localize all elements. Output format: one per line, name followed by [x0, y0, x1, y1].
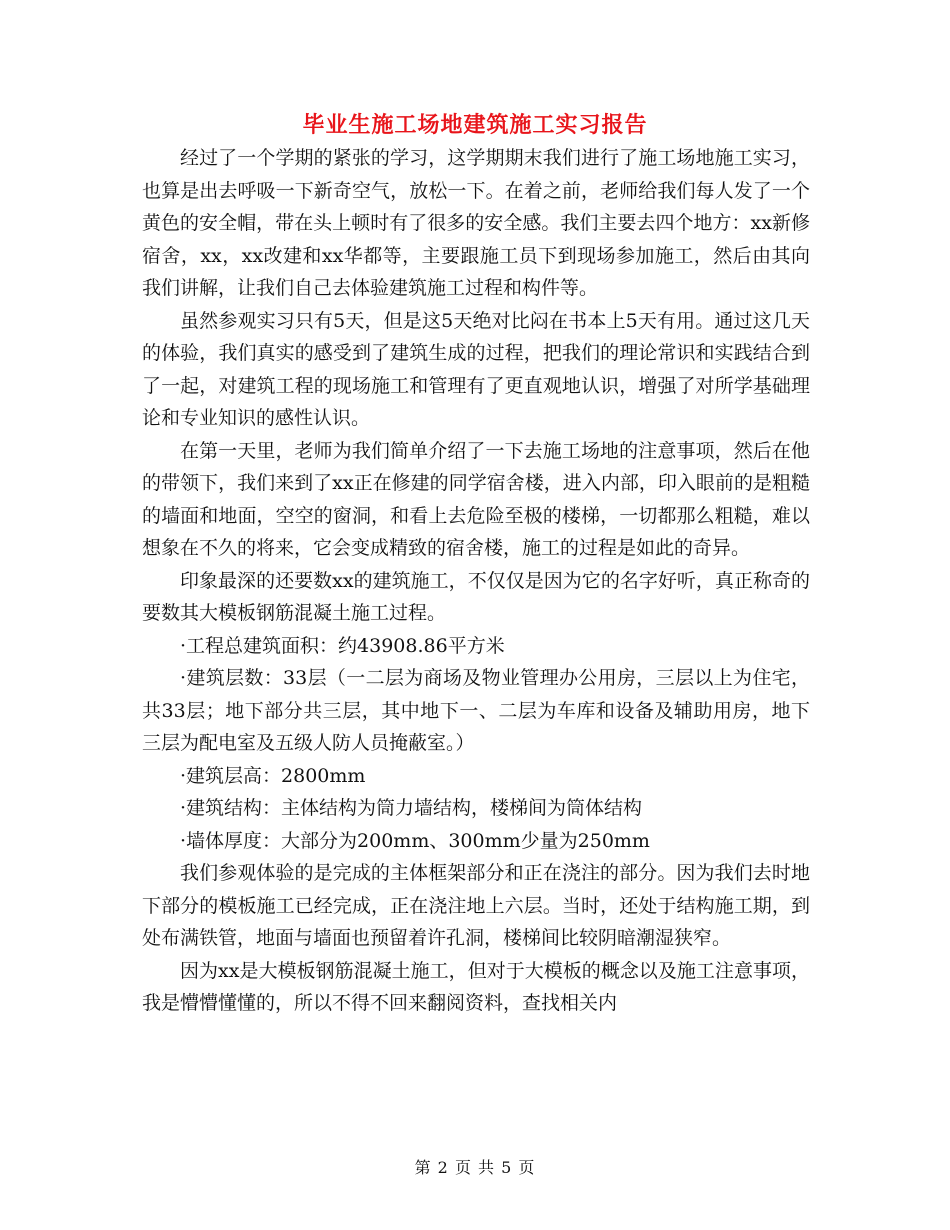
paragraph-frame-visit: 我们参观体验的是完成的主体框架部分和正在浇注的部分。因为我们去时地下部分的模板施工已经完成，正在浇注地上六层。当时，还处于结构施工期，到处布满铁管，地面与墙面也预留着许孔洞，楼梯间比较阴暗潮湿狭窄。 [142, 862, 810, 949]
paragraph-impression: 印象最深的还要数xx的建筑施工，不仅仅是因为它的名字好听，真正称奇的要数其大模板钢筋混凝土施工过程。 [142, 569, 810, 624]
bullet-structure: ·建筑结构：主体结构为筒力墙结构，楼梯间为筒体结构 [180, 797, 643, 819]
paragraph-first-day: 在第一天里，老师为我们简单介绍了一下去施工场地的注意事项，然后在他的带领下，我们来到了xx正在修建的同学宿舍楼，进入内部，印入眼前的是粗糙的墙面和地面，空空的窗洞，和看上去危险至极的楼梯，一切都那么粗糙，难以想象在不久的将来，它会变成精致的宿舍楼，施工的过程是如此的奇异。 [142, 439, 810, 559]
paragraph-intro: 经过了一个学期的紧张的学习，这学期期末我们进行了施工场地施工实习，也算是出去呼吸一下新奇空气，放松一下。在着之前，老师给我们每人发了一个黄色的安全帽，带在头上顿时有了很多的安全感。我们主要去四个地方：xx新修宿舍，xx，xx改建和xx华都等，主要跟施工员下到现场参加施工，然后由其向我们讲解，让我们自己去体验建筑施工过程和构件等。 [142, 147, 810, 299]
bullet-floors: ·建筑层数：33层（一二层为商场及物业管理办公用房，三层以上为住宅，共33层；地下部分共三层，其中地下一、二层为车库和设备及辅助用房，地下三层为配电室及五级人防人员掩蔽室。） [142, 667, 810, 754]
paragraph-visit-duration: 虽然参观实习只有5天，但是这5天绝对比闷在书本上5天有用。通过这几天的体验，我们真实的感受到了建筑生成的过程，把我们的理论常识和实践结合到了一起，对建筑工程的现场施工和管理有了更直观地认识，增强了对所学基础理论和专业知识的感性认识。 [142, 309, 810, 429]
document-title: 毕业生施工场地建筑施工实习报告 [302, 112, 648, 138]
bullet-floor-height: ·建筑层高：2800mm [180, 764, 366, 787]
page-footer: 第 2 页 共 5 页 [414, 1158, 536, 1177]
paragraph-formwork: 因为xx是大模板钢筋混凝土施工，但对于大模板的概念以及施工注意事项，我是懵懵懂懂的，所以不得不回来翻阅资料，查找相关内 [142, 959, 810, 1014]
bullet-total-area: ·工程总建筑面积：约43908.86平方米 [180, 634, 505, 657]
document-body [142, 142, 810, 1020]
bullet-wall-thickness: ·墙体厚度：大部分为200mm、300mm少量为250mm [180, 829, 650, 852]
